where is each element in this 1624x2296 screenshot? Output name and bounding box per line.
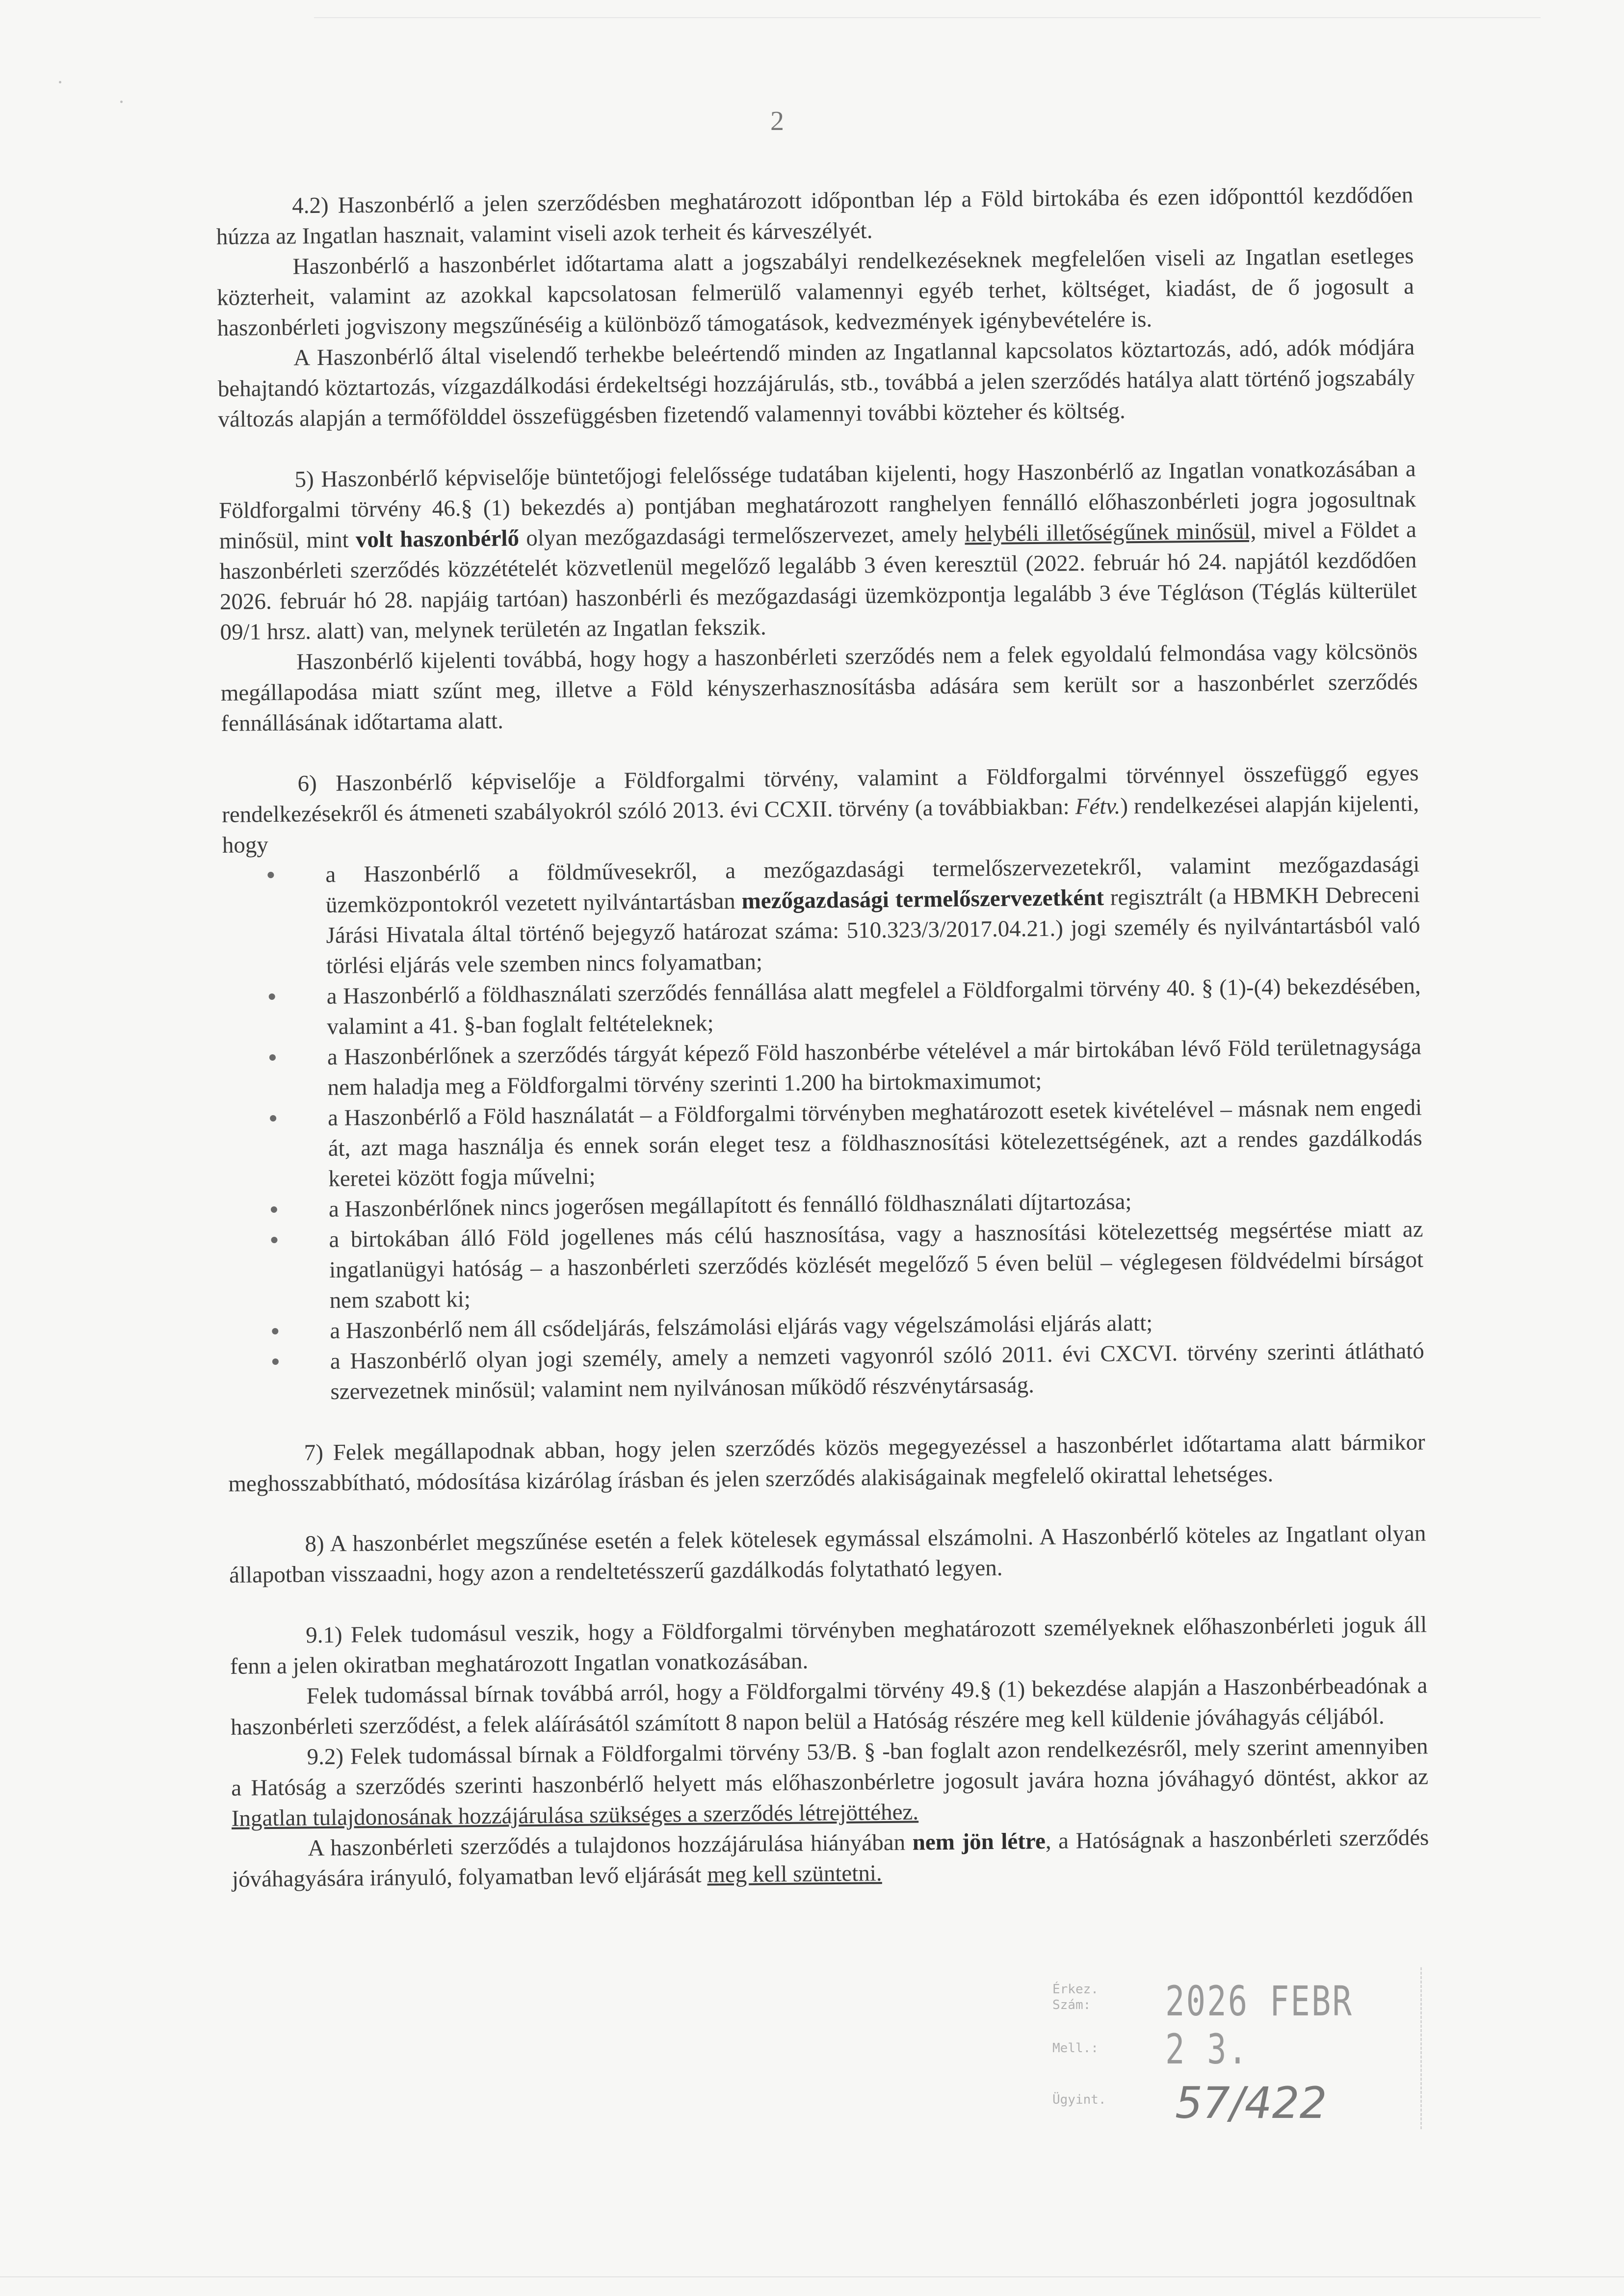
section-6-bullet-8: a Haszonbérlő olyan jogi személy, amely a nemzeti vagyonról szóló 2011. évi CXCVI. törvény szerinti átlátható szervezetnek minősül; valamint nem nyilvánosan működő részvénytársaság. — [330, 1335, 1425, 1407]
section-6-intro-a: 6) Haszonbérlő képviselője a Földforgalmi törvény, valamint a Földforgalmi törvénnyel összefüggő egyes rendelkezésekről és átmeneti szabályokról szóló 2013. évi CCXII. törvény (a továbbiakban: — [221, 760, 1419, 828]
section-6-intro — [221, 758, 1419, 861]
section-6-bullet-2: a Haszonbérlő a földhasználati szerződés fennállása alatt megfelel a Földforgalmi törvény 40. § (1)-(4) bekezdésében, valamint a 41. §-ban foglalt feltételeknek; — [326, 971, 1421, 1042]
section-9-2-underline: Ingatlan tulajdonosának hozzájárulása szükséges a szerződés létrejöttéhez. — [231, 1799, 919, 1831]
section-7-paragraph: 7) Felek megállapodnak abban, hogy jelen szerződés közös megegyezéssel a haszonbérlet időtartama alatt bármikor meghosszabbítható, módosítása kizárólag írásban és jelen szerződés alakiságainak megfelelő okirattal lehetséges. — [228, 1429, 1425, 1497]
section-9-2-p2-text-a: A haszonbérleti szerződés a tulajdonos hozzájárulása hiányában — [308, 1829, 906, 1861]
document-body — [216, 180, 1429, 1895]
received-stamp — [1043, 1967, 1422, 2129]
stamp-label-received: Érkez. — [1052, 1982, 1099, 1997]
section-4-2-paragraph-3: A Haszonbérlő által viselendő terhekbe beleértendő minden az Ingatlannal kapcsolatos köztartozás, adó, adók módjára behajtandó köztartozás, vízgazdálkodási érdekeltségi hozzájárulás, stb., továbbá a jelen szerződés hatálya alatt történő jogszabály változás alapján a termőfölddel összefüggésben fizetendő valamennyi további közteher és költség. — [217, 334, 1415, 432]
section-6-intro-b: ) rendelkezései alapján kijelenti, hogy — [222, 790, 1419, 858]
page-number: 2 — [770, 106, 784, 136]
section-5-paragraph-1 — [218, 454, 1417, 648]
stamp-label-administrator: Ügyint. — [1052, 2092, 1106, 2107]
section-5-paragraph-2: Haszonbérlő kijelenti továbbá, hogy hogy a haszonbérleti szerződés nem a felek egyoldalú felmondása vagy kölcsönös megállapodása miatt szűnt meg, illetve a Föld kényszerhasznosításba adására sem került sor a haszonbérlet szerződés fennállásának időtartama alatt. — [220, 638, 1418, 736]
bullet-1-bold: mezőgazdasági termelőszervezetként — [741, 885, 1104, 914]
section-4-2-paragraph-2: Haszonbérlő a haszonbérlet időtartama alatt a jogszabályi rendelkezéseknek megfelelően viseli az Ingatlan esetleges közterheit, valamint az azokkal kapcsolatosan felmerülő valamennyi egyéb terhet, költséget, kiadást, de ő jogosult a haszonbérleti jogviszony megszűnéséig a különböző támogatások, kedvezmények igénybevételére is. — [216, 243, 1414, 341]
section-9-1-paragraph-2: Felek tudomással bírnak továbbá arról, hogy a Földforgalmi törvény 49.§ (1) bekezdése alapján a Haszonbérbeadónak a haszonbérleti szerződést, a felek aláírásától számított 8 napon belül a Hatóság részére meg kell küldenie jóváhagyás céljából. — [230, 1672, 1428, 1740]
bullet-1-text-b: regisztrált (a HBMKH Debreceni Járási Hivatala által történő bejegyző határozat száma: 510.323/3/2017.04.21.) jogi személy és nyilvántartásból való törlési eljárás vele szemben nincs folyamatban; — [326, 882, 1420, 979]
section-8-paragraph: 8) A haszonbérlet megszűnése esetén a felek kötelesek egymással elszámolni. A Haszonbérlő köteles az Ingatlant olyan állapotban visszaadni, hogy azon a rendeltetésszerű gazdálkodás folytatható legyen. — [229, 1520, 1426, 1588]
section-6-bullet-3: a Haszonbérlőnek a szerződés tárgyát képező Föld haszonbérbe vételével a már birtokában lévő Föld területnagysága nem haladja meg a Földforgalmi törvény szerinti 1.200 ha birtokmaximumot; — [327, 1031, 1422, 1102]
section-9-2-paragraph-2 — [232, 1822, 1429, 1894]
scan-top-line — [314, 17, 1541, 18]
stamp-registration-number: 57/422 — [1175, 2078, 1327, 2128]
section-6-bullet-6: a birtokában álló Föld jogellenes más célú hasznosítása, vagy a hasznosítási kötelezettség megsértése miatt az ingatlanügyi hatóság – a haszonbérleti szerződés közlését megelőző 5 éven belül – véglegesen földvédelmi bírságot nem szabott ki; — [329, 1214, 1424, 1315]
section-6-bullet-4: a Haszonbérlő a Föld használatát – a Földforgalmi törvényben meghatározott esetek kivételével – másnak nem engedi át, azt maga használja és ennek során eleget tesz a földhasznosítási kötelezettségének, azt a rendes gazdálkodás keretei között fogja művelni; — [328, 1092, 1423, 1194]
bullet-1-text-a: a Haszonbérlő a földművesekről, a mezőgazdasági termelőszervezetekről, valamint mezőgazdasági üzemközpontokról vezetett nyilvántartásban — [325, 851, 1420, 918]
section-5-bold: volt haszonbérlő — [355, 525, 520, 553]
section-6-bullet-list — [222, 849, 1425, 1408]
section-9-2-p2-underline: meg kell szüntetni. — [707, 1860, 882, 1888]
section-9-1-paragraph-1: 9.1) Felek tudomásul veszik, hogy a Földforgalmi törvényben meghatározott személyeknek előhaszonbérleti joguk áll fenn a jelen okiratban meghatározott Ingatlan vonatkozásában. — [230, 1612, 1427, 1679]
section-9-2-p2-bold: nem jön létre — [912, 1828, 1046, 1855]
section-5-text-c: mivel a Földet a haszonbérleti szerződés közzétételét közvetlenül megelőző legalább 3 éven keresztül (2022. február hó 24. napjától kezdődően 2026. február hó 28. napjáig tartóan) haszonbérli és mezőgazdasági üzemközpontja legalább 3 éve Téglάson (Téglás külterület 09/1 hrsz. alatt) van, melynek területén az Ingatlan fekszik. — [219, 517, 1417, 645]
section-9-2-paragraph-1 — [231, 1731, 1429, 1833]
scan-edge-line — [0, 2276, 1624, 2277]
stamp-label-number: Szám: — [1052, 1998, 1091, 2012]
section-6-bullet-7: a Haszonbérlő nem áll csődeljárás, felszámolási eljárás vagy végelszámolási eljárás alatt; — [330, 1305, 1424, 1346]
section-5-underline: helybéli illetőségűnek minősül, — [965, 518, 1257, 547]
stamp-label-attachment: Mell.: — [1052, 2041, 1099, 2056]
section-6-bullet-1 — [325, 849, 1420, 981]
section-4-2-paragraph-1: 4.2) Haszonbérlő a jelen szerződésben meghatározott időpontban lép a Föld birtokába és ezen időponttól kezdődően húzza az Ingatlan hasznait, valamint viseli azok terheit és kárveszélyét. — [216, 182, 1414, 250]
section-6-intro-em: Fétv. — [1075, 793, 1121, 820]
section-5-text-b: olyan mezőgazdasági termelőszervezet, amely — [526, 521, 958, 551]
section-9-2-p2-text-b: , a Hatóságnak a haszonbérleti szerződés jóváhagyására irányuló, folyamatban levő eljárását — [232, 1825, 1429, 1892]
section-5-text-a: 5) Haszonbérlő képviselője büntetőjogi felelőssége tudatában kijelenti, hogy Haszonbérlő az Ingatlan vonatkozásában a Földforgalmi törvény 46.§ (1) bekezdés a) pontjában meghatározott ranghelyen fennálló előhaszonbérleti jogra jogosultnak minősül, mint — [218, 456, 1416, 554]
stamp-date: 2026 FEBR 2 3. — [1165, 1977, 1354, 2073]
section-9-2-text-a: 9.2) Felek tudomással bírnak a Földforgalmi törvény 53/B. § -ban foglalt azon rendelkezésről, mely szerint amennyiben a Hatóság a szerződés szerinti haszonbérlő helyett más előhaszonbérletre jogosult javára hozna jóváhagyó döntést, akkor az — [231, 1733, 1429, 1801]
section-6-bullet-5: a Haszonbérlőnek nincs jogerősen megállapított és fennálló földhasználati díjtartozása; — [329, 1183, 1423, 1224]
